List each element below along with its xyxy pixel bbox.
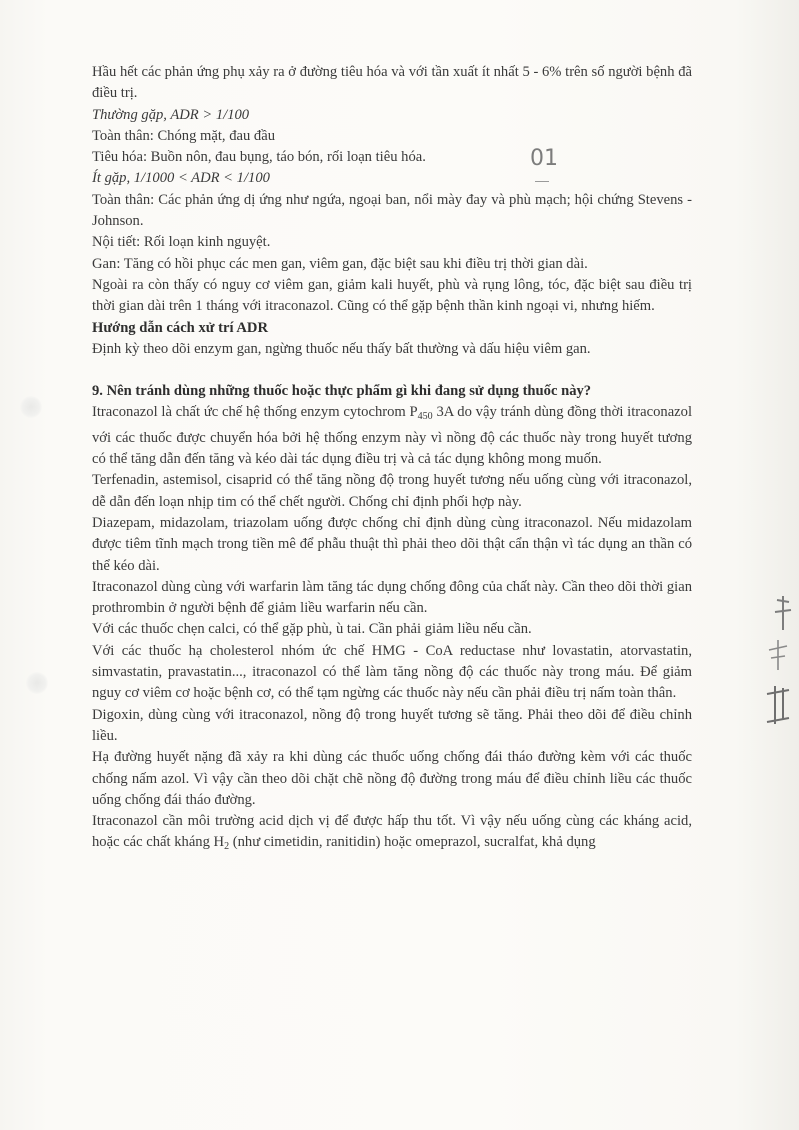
adr-other: Ngoài ra còn thấy có nguy cơ viêm gan, giảm kali huyết, phù và rụng lông, tóc, đặc biệt sau điều trị thời gian dài trên 1 tháng với itraconazol. Cũng có thể gặp bệnh thần kinh ngoại vi, nhưng hiếm. bbox=[92, 276, 692, 315]
adr-uncommon-endocrine: Nội tiết: Rối loạn kinh nguyệt. bbox=[92, 234, 271, 251]
adr-management-heading: Hướng dẫn cách xử trí ADR bbox=[92, 319, 269, 336]
cyp-subscript: 450 bbox=[417, 411, 433, 423]
adr-uncommon-liver: Gan: Tăng có hồi phục các men gan, viêm gan, đặc biệt sau khi điều trị thời gian dài. bbox=[92, 255, 588, 272]
punch-hole bbox=[26, 672, 48, 694]
section-spacer bbox=[92, 360, 692, 381]
interaction-statins: Với các thuốc hạ cholesterol nhóm ức chế HMG - CoA reductase như lovastatin, atorvastatin, simvastatin, pravastatin..., itraconazol có thể làm tăng nồng độ các thuốc này trong máu. Để giảm nguy cơ viêm cơ hoặc bệnh cơ, có thể tạm ngừng các thuốc này nếu cần phải điều trị nấm toàn thân. bbox=[92, 642, 692, 702]
edge-handwriting-marks bbox=[753, 590, 793, 730]
interaction-cyp3a bbox=[92, 402, 692, 470]
section-9-heading: 9. Nên tránh dùng những thuốc hoặc thực phẩm gì khi đang sử dụng thuốc này? bbox=[92, 383, 592, 400]
interaction-calcium-blockers: Với các thuốc chẹn calci, có thể gặp phù, ù tai. Cần phải giảm liều nếu cần. bbox=[92, 621, 532, 638]
interaction-antacids-start: Itraconazol cần môi trường acid dịch vị để được hấp thu tốt. Vì vậy nếu uống cùng các kháng acid, hoặc các chất kháng H bbox=[92, 813, 692, 851]
interaction-cyp3a-end: 3A do vậy tránh dùng đồng thời itraconazol với các thuốc được chuyển hóa bởi hệ thống enzym này vì nồng độ các thuốc này trong huyết tương có thể tăng dẫn đến tăng và kéo dài tác dụng điều trị và cả tác dụng không mong muốn. bbox=[92, 404, 692, 468]
adr-common-general: Toàn thân: Chóng mặt, đau đầu bbox=[92, 127, 275, 144]
adr-common-digestive: Tiêu hóa: Buồn nôn, đau bụng, táo bón, rối loạn tiêu hóa. bbox=[92, 149, 426, 166]
document-text bbox=[92, 62, 692, 858]
punch-hole bbox=[20, 396, 42, 418]
interaction-diazepam: Diazepam, midazolam, triazolam uống được chống chỉ định dùng cùng itraconazol. Nếu midazolam được tiêm tĩnh mạch trong tiền mê để phẫu thuật thì phải theo dõi thật cẩn thận vì tác dụng an thần có thể kéo dài. bbox=[92, 514, 692, 574]
adr-uncommon-general: Toàn thân: Các phản ứng dị ứng như ngứa, ngoại ban, nổi mày đay và phù mạch; hội chứng Stevens - Johnson. bbox=[92, 191, 692, 230]
interaction-antacids-end: (như cimetidin, ranitidin) hoặc omeprazol, sucralfat, khả dụng bbox=[229, 834, 596, 851]
interaction-terfenadin: Terfenadin, astemisol, cisaprid có thể tăng nồng độ trong huyết tương nếu uống cùng với itraconazol, dễ dẫn đến loạn nhịp tim có thể chết người. Chống chỉ định phối hợp này. bbox=[92, 472, 692, 510]
adr-intro: Hầu hết các phản ứng phụ xảy ra ở đường tiêu hóa và với tần xuất ít nhất 5 - 6% trên số người bệnh đã điều trị. bbox=[92, 64, 692, 102]
interaction-cyp3a-start: Itraconazol là chất ức chế hệ thống enzym cytochrom P bbox=[92, 404, 418, 421]
h2-subscript: 2 bbox=[224, 841, 230, 853]
handwritten-page-mark: 01 bbox=[530, 146, 558, 171]
adr-uncommon-heading: Ít gặp, 1/1000 < ADR < 1/100 bbox=[92, 170, 270, 187]
interaction-antidiabetics: Hạ đường huyết nặng đã xảy ra khi dùng các thuốc uống chống đái tháo đường kèm với các thuốc chống nấm azol. Vì vậy cần theo dõi chặt chẽ nồng độ đường trong máu để điều chỉnh liều các thuốc uống chống đái tháo đường. bbox=[92, 749, 692, 808]
interaction-digoxin: Digoxin, dùng cùng với itraconazol, nồng độ trong huyết tương sẽ tăng. Phải theo dõi để điều chỉnh liều. bbox=[92, 706, 692, 744]
adr-management-text: Định kỳ theo dõi enzym gan, ngừng thuốc nếu thấy bất thường và dấu hiệu viêm gan. bbox=[92, 340, 591, 357]
interaction-antacids bbox=[92, 811, 692, 858]
adr-common-heading: Thường gặp, ADR > 1/100 bbox=[92, 106, 250, 123]
interaction-warfarin: Itraconazol dùng cùng với warfarin làm tăng tác dụng chống đông của chất này. Cần theo dõi thời gian prothrombin ở người bệnh để giảm liều warfarin nếu cần. bbox=[92, 578, 692, 617]
